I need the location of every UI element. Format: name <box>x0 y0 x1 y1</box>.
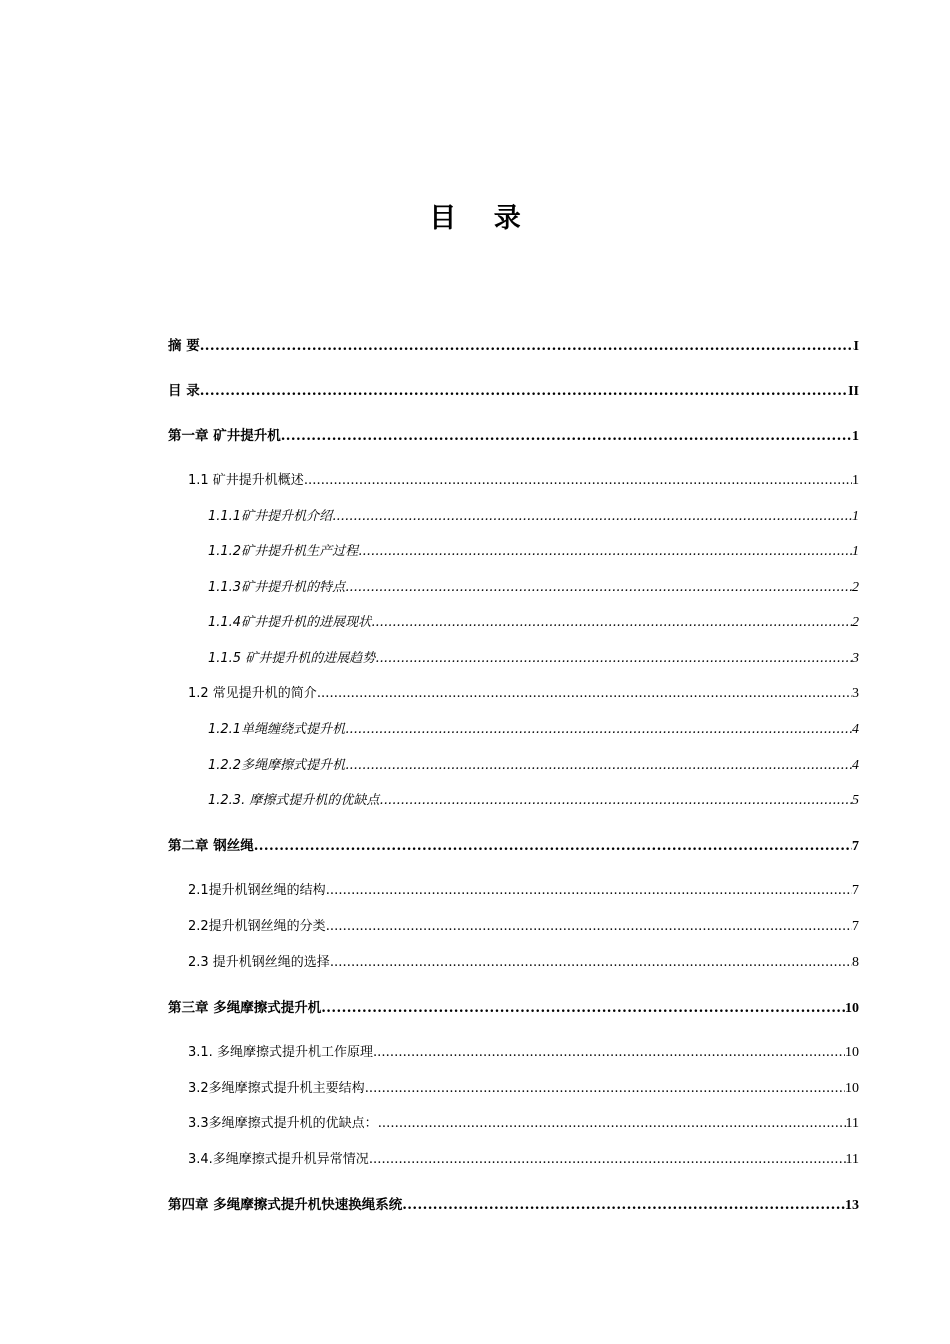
dot-leader <box>200 383 848 399</box>
toc-entry-3-2[interactable] <box>188 1077 859 1097</box>
dot-leader <box>281 428 852 444</box>
dot-leader <box>200 338 854 354</box>
toc-entry-label: 第四章 多绳摩擦式提升机快速换绳系统 <box>168 1197 403 1213</box>
dot-leader <box>378 1116 846 1131</box>
toc-page-number: 7 <box>852 919 859 934</box>
dot-leader <box>321 1000 845 1016</box>
toc-entry-3-4[interactable] <box>188 1148 859 1168</box>
dot-leader <box>365 1081 845 1096</box>
toc-entry-1-1-2[interactable] <box>208 540 859 560</box>
toc-entry-label: 3.3多绳摩擦式提升机的优缺点： <box>188 1116 378 1131</box>
toc-entry-label: 1.1.5 矿井提升机的进展趋势 <box>208 651 376 666</box>
toc-entry-2-3[interactable] <box>188 951 859 971</box>
toc-page-number: 10 <box>845 1045 859 1060</box>
toc-entry-2-2[interactable] <box>188 915 859 935</box>
dot-leader <box>345 580 852 595</box>
toc-page-number: 8 <box>852 955 859 970</box>
toc-entry-chapter-2[interactable] <box>168 834 859 855</box>
toc-entry-label: 3.4.多绳摩擦式提升机异常情况 <box>188 1152 369 1167</box>
toc-page-number: 1 <box>852 509 859 524</box>
toc-entry-label: 1.1.1矿井提升机介绍 <box>208 509 333 524</box>
toc-entry-label: 2.2提升机钢丝绳的分类 <box>188 919 326 934</box>
toc-entry-3-3[interactable] <box>188 1112 859 1132</box>
toc-entry-label: 1.1.4矿井提升机的进展现状 <box>208 615 372 630</box>
toc-page-number: 11 <box>845 1116 859 1131</box>
toc-entry-1-1-3[interactable] <box>208 576 859 596</box>
toc-entry-label: 2.3 提升机钢丝绳的选择 <box>188 955 330 970</box>
toc-entry-1-1-1[interactable] <box>208 505 859 525</box>
toc-entry-1-2-1[interactable] <box>208 718 859 738</box>
toc-page-number: 4 <box>852 758 859 773</box>
toc-entry-label: 目 录 <box>168 383 200 399</box>
page-title: 目 录 <box>429 203 535 234</box>
toc-entry-label: 3.2多绳摩擦式提升机主要结构 <box>188 1081 365 1096</box>
toc-entry-label: 1.1.2矿井提升机生产过程 <box>208 544 359 559</box>
dot-leader <box>345 758 852 773</box>
toc-entry-1-1-5[interactable] <box>208 647 859 667</box>
dot-leader <box>326 883 852 898</box>
dot-leader <box>254 838 852 854</box>
toc-page-number: 3 <box>852 686 859 701</box>
toc-page-number: 2 <box>852 580 859 595</box>
toc-entry-label: 1.2.2多绳摩擦式提升机 <box>208 758 346 773</box>
dot-leader <box>369 1152 846 1167</box>
toc-page-number: 7 <box>852 839 859 854</box>
dot-leader <box>402 1197 845 1213</box>
toc-page-number: 1 <box>852 473 859 488</box>
dot-leader <box>375 651 852 666</box>
toc-entry-label: 1.1 矿井提升机概述 <box>188 473 304 488</box>
toc-entry-2-1[interactable] <box>188 879 859 899</box>
toc-page-number: 11 <box>845 1152 859 1167</box>
dot-leader <box>373 1045 845 1060</box>
toc-entry-chapter-3[interactable] <box>168 996 859 1017</box>
toc-entry-1-1-4[interactable] <box>208 611 859 631</box>
toc-page-number: 3 <box>852 651 859 666</box>
dot-leader <box>379 793 852 808</box>
dot-leader <box>358 544 852 559</box>
toc-page-number: 10 <box>845 1001 859 1016</box>
toc-page-number: 1 <box>852 429 859 444</box>
toc-entry-1-1[interactable] <box>188 469 859 489</box>
toc-entry-label: 摘 要 <box>168 338 200 354</box>
toc-page-number: 10 <box>845 1081 859 1096</box>
dot-leader <box>326 919 852 934</box>
toc-page-number: 1 <box>852 544 859 559</box>
toc-entry-1-2[interactable] <box>188 682 859 702</box>
toc-page-number: II <box>848 384 859 399</box>
toc-entry-label: 第三章 多绳摩擦式提升机 <box>168 1000 322 1016</box>
toc-entry-label: 2.1提升机钢丝绳的结构 <box>188 883 326 898</box>
toc-entry-3-1[interactable] <box>188 1041 859 1061</box>
dot-leader <box>317 686 852 701</box>
toc-entry-label: 第二章 钢丝绳 <box>168 838 254 854</box>
dot-leader <box>371 615 852 630</box>
dot-leader <box>330 955 852 970</box>
toc-page-number: I <box>853 339 859 354</box>
dot-leader <box>345 722 852 737</box>
toc-entry-abstract[interactable] <box>168 334 859 355</box>
toc-page-number: 4 <box>852 722 859 737</box>
toc-entry-1-2-3[interactable] <box>208 789 859 809</box>
toc-entry-1-2-2[interactable] <box>208 754 859 774</box>
toc-entry-chapter-4[interactable] <box>168 1193 859 1214</box>
toc-entry-label: 1.2.3. 摩擦式提升机的优缺点 <box>208 793 380 808</box>
toc-entry-contents[interactable] <box>168 379 859 400</box>
dot-leader <box>332 509 852 524</box>
toc-page-number: 13 <box>845 1198 859 1213</box>
toc-page-number: 2 <box>852 615 859 630</box>
toc-entry-label: 1.2 常见提升机的简介 <box>188 686 317 701</box>
toc-entry-label: 第一章 矿井提升机 <box>168 428 281 444</box>
toc-entry-label: 1.2.1单绳缠绕式提升机 <box>208 722 346 737</box>
toc-entry-label: 1.1.3矿井提升机的特点 <box>208 580 346 595</box>
dot-leader <box>304 473 852 488</box>
toc-page-number: 7 <box>852 883 859 898</box>
toc-page-number: 5 <box>852 793 859 808</box>
toc-entry-label: 3.1. 多绳摩擦式提升机工作原理 <box>188 1045 373 1060</box>
toc-entry-chapter-1[interactable] <box>168 424 859 445</box>
